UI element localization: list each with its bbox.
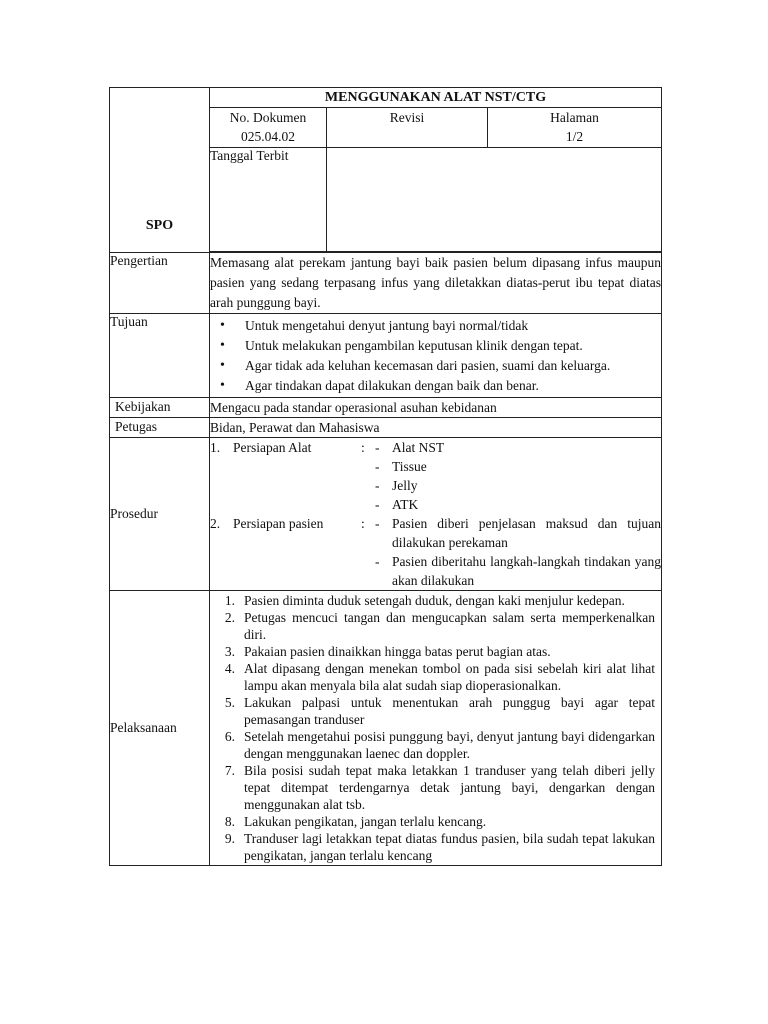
- revisi-cell: [327, 108, 488, 148]
- prosedur-dash: -: [375, 497, 380, 512]
- halaman-cell: [488, 108, 662, 148]
- pengertian-label: Pengertian: [110, 253, 210, 314]
- step-text: Tranduser lagi letakkan tepat diatas fundus pasien, bila sudah tepat lakukan pengikatan, jangan terlalu kencang: [244, 831, 655, 863]
- persiapan-alat-title: Persiapan Alat: [233, 440, 312, 455]
- prosedur-row: [210, 457, 661, 476]
- tujuan-label: Tujuan: [110, 314, 210, 398]
- step-text: Pasien diminta duduk setengah duduk, dengan kaki menjulur kedepan.: [244, 593, 625, 608]
- prosedur-colon: :: [361, 440, 365, 455]
- tanggal-terbit-value-cell: [327, 148, 662, 252]
- step-text: Alat dipasang dengan menekan tombol on pada sisi sebelah kiri alat lihat lampu akan menyala bila alat sudah siap dioperasionalkan.: [244, 661, 655, 693]
- pelaksanaan-step: [210, 813, 655, 830]
- prosedur-item: Pasien diberi penjelasan maksud dan tujuan dilakukan perekaman: [392, 516, 661, 550]
- prosedur-item: Alat NST: [392, 440, 445, 455]
- no-dokumen-label: No. Dokumen: [229, 110, 307, 125]
- prosedur-row: [210, 514, 661, 552]
- prosedur-item: ATK: [392, 497, 419, 512]
- pengertian-text: Memasang alat perekam jantung bayi baik pasien belum dipasang infus maupun pasien yang sedang terpasang infus yang diletakkan diatas-perut ibu tepat diatas arah punggung bayi.: [210, 253, 662, 314]
- tanggal-terbit-label: Tanggal Terbit: [210, 148, 289, 163]
- tujuan-cell: [210, 314, 662, 398]
- spo-label: SPO: [110, 88, 210, 253]
- document-title: MENGGUNAKAN ALAT NST/CTG: [210, 88, 662, 108]
- prosedur-item: Pasien diberitahu langkah-langkah tindakan yang akan dilakukan: [392, 554, 661, 588]
- kebijakan-text: Mengacu pada standar operasional asuhan kebidanan: [210, 398, 662, 418]
- halaman-value: 1/2: [565, 129, 584, 144]
- halaman-label: Halaman: [550, 110, 599, 125]
- tujuan-item: • Untuk mengetahui denyut jantung bayi normal/tidak: [210, 316, 655, 336]
- step-number: 2.: [224, 610, 235, 625]
- prosedur-cell: [210, 438, 662, 591]
- prosedur-dash: -: [375, 554, 380, 569]
- prosedur-number: 2.: [210, 516, 221, 531]
- pelaksanaan-step: [210, 830, 655, 864]
- no-dokumen-cell: [210, 108, 327, 148]
- step-number: 8.: [224, 814, 235, 829]
- step-number: 6.: [224, 729, 235, 744]
- prosedur-item: Jelly: [392, 478, 418, 493]
- pelaksanaan-list: [210, 591, 661, 865]
- step-number: 4.: [224, 661, 235, 676]
- step-text: Bila posisi sudah tepat maka letakkan 1 tranduser yang telah diberi jelly tepat ditempat terdengarnya detak jantung bayi, dengarkan dengan menggunakan alat tsb.: [244, 763, 655, 812]
- pelaksanaan-step: [210, 609, 655, 643]
- tujuan-list: [210, 314, 661, 397]
- pelaksanaan-step: [210, 762, 655, 813]
- pelaksanaan-step: [210, 728, 655, 762]
- prosedur-number: 1.: [210, 440, 221, 455]
- prosedur-dash: -: [375, 459, 380, 474]
- revisi-label: Revisi: [389, 110, 425, 125]
- no-dokumen-value: 025.04.02: [241, 129, 295, 144]
- step-number: 9.: [224, 831, 235, 846]
- prosedur-dash: -: [375, 478, 380, 493]
- step-number: 5.: [224, 695, 235, 710]
- prosedur-dash: -: [375, 516, 380, 531]
- pelaksanaan-step: [210, 592, 655, 609]
- step-text: Lakukan palpasi untuk menentukan arah punggug bayi agar tepat pemasangan tranduser: [244, 695, 655, 727]
- tanggal-terbit-cell: [210, 148, 327, 252]
- persiapan-pasien-title: Persiapan pasien: [233, 516, 324, 531]
- pelaksanaan-step: [210, 660, 655, 694]
- spo-table: [109, 87, 662, 866]
- pelaksanaan-label: Pelaksanaan: [110, 591, 210, 866]
- prosedur-dash: -: [375, 440, 380, 455]
- pelaksanaan-cell: [210, 591, 662, 866]
- prosedur-label: Prosedur: [110, 438, 210, 591]
- prosedur-colon: :: [361, 516, 365, 531]
- tujuan-item: • Agar tindakan dapat dilakukan dengan baik dan benar.: [210, 376, 655, 396]
- step-text: Petugas mencuci tangan dan mengucapkan salam serta memperkenalkan diri.: [244, 610, 655, 642]
- step-number: 7.: [224, 763, 235, 778]
- tujuan-item: • Untuk melakukan pengambilan keputusan klinik dengan tepat.: [210, 336, 655, 356]
- prosedur-row: [210, 552, 661, 590]
- petugas-label: Petugas: [110, 418, 210, 438]
- petugas-text: Bidan, Perawat dan Mahasiswa: [210, 418, 662, 438]
- step-number: 3.: [224, 644, 235, 659]
- prosedur-row: [210, 476, 661, 495]
- step-text: Pakaian pasien dinaikkan hingga batas perut bagian atas.: [244, 644, 551, 659]
- prosedur-item: Tissue: [392, 459, 427, 474]
- step-text: Setelah mengetahui posisi punggung bayi, denyut jantung bayi didengarkan dengan menggunakan laenec dan doppler.: [244, 729, 655, 761]
- prosedur-row: [210, 495, 661, 514]
- kebijakan-label: Kebijakan: [110, 398, 210, 418]
- prosedur-row: [210, 438, 661, 457]
- step-text: Lakukan pengikatan, jangan terlalu kencang.: [244, 814, 487, 829]
- tujuan-item: • Agar tidak ada keluhan kecemasan dari pasien, suami dan keluarga.: [210, 356, 655, 376]
- pelaksanaan-step: [210, 694, 655, 728]
- pelaksanaan-step: [210, 643, 655, 660]
- step-number: 1.: [224, 593, 235, 608]
